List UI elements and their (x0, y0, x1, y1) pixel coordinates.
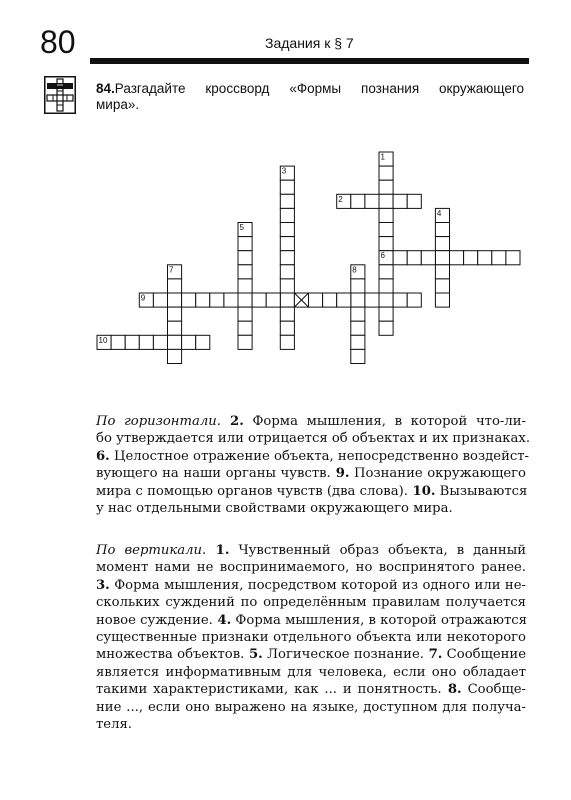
crossword-cell (379, 293, 393, 307)
crossword-cell (492, 251, 506, 265)
text-line (96, 716, 526, 733)
clue-number: 10 (98, 335, 108, 345)
crossword-cell (238, 237, 252, 251)
crossword-cell (379, 237, 393, 251)
text-line (96, 577, 526, 594)
crossword-cell (379, 307, 393, 321)
crossword-cell (280, 223, 294, 237)
text-line (96, 646, 526, 663)
clue-number: 7. (423, 647, 443, 663)
crossword-cell (280, 321, 294, 335)
crossword-cell (224, 293, 238, 307)
text-line (96, 629, 526, 646)
text-line (96, 542, 526, 559)
crossword-cell (407, 194, 421, 208)
crossword-cell (280, 208, 294, 222)
clue-number: 2. (220, 414, 244, 429)
crossword-cell (309, 293, 323, 307)
clues-across (96, 413, 531, 517)
crossword-cell (506, 251, 520, 265)
clues-down (96, 542, 526, 733)
clue-text: существенные признаки отдельного объекта или некоторого (96, 630, 526, 646)
clue-text: новое суждение. (96, 612, 213, 628)
crossword-cell (280, 237, 294, 251)
crossword-cell (379, 223, 393, 237)
crossword-cell (379, 279, 393, 293)
task-text-line2: мира». (96, 97, 140, 112)
crossword-cell (351, 307, 365, 321)
crossword-cell (238, 307, 252, 321)
crossword-cell (435, 279, 449, 293)
text-line (96, 699, 526, 716)
clues-header: По вертикали. (96, 543, 207, 558)
clue-text: Сообщение (442, 647, 527, 663)
crossword-cell (238, 335, 252, 349)
clue-number: 5. (244, 647, 263, 663)
clue-number: 1. (206, 543, 230, 558)
crossword-cell (365, 194, 379, 208)
crossword-cell (379, 180, 393, 194)
crossword-cell (435, 223, 449, 237)
clue-text: Форма мышления, посредством которой из одного или не- (109, 577, 526, 593)
clue-number: 2 (338, 194, 343, 204)
text-line (96, 681, 526, 698)
crossword-cell (280, 335, 294, 349)
clue-text: Сообще- (461, 682, 527, 698)
crossword-cell (435, 251, 449, 265)
clue-number: 9 (140, 293, 146, 303)
crossword-cell (407, 251, 421, 265)
crossword-cell (351, 335, 365, 349)
clue-text: вующего на наши органы чувств. (96, 466, 331, 482)
text-line (96, 465, 526, 482)
clue-number: 1 (380, 152, 385, 162)
crossword-cell (464, 251, 478, 265)
clue-number: 10. (407, 483, 436, 499)
task-text-line1: Разгадайте кроссворд «Формы познания окружающего (114, 81, 524, 96)
clue-number: 4 (436, 208, 442, 218)
clue-text: Форма мышления, в которой что-ли- (243, 414, 526, 429)
crossword-cell (280, 265, 294, 279)
crossword-cell (435, 237, 449, 251)
crossword-cell (153, 293, 167, 307)
clue-number: 8 (352, 265, 357, 275)
crossword-cell (351, 279, 365, 293)
crossword-cell (238, 265, 252, 279)
clue-text: Целостное отражение объекта, непосредственно воздейст- (109, 448, 530, 464)
clue-number: 7 (169, 265, 174, 275)
clue-text: мира с помощью органов чувств (два слова). (96, 483, 408, 499)
crossword-cell (196, 335, 210, 349)
crossword-cell (168, 293, 182, 307)
clue-text: момент нами не воспринимаемого, но воспринятого ранее. (96, 560, 526, 576)
crossword-cell (266, 293, 280, 307)
crossword-cell (168, 321, 182, 335)
crossword-cell (450, 251, 464, 265)
clue-number: 4. (212, 612, 232, 628)
page-number: 80 (40, 24, 76, 60)
crossword-cell (280, 251, 294, 265)
crossword-cell (407, 293, 421, 307)
crossword-cell (280, 194, 294, 208)
clue-text: ние ..., если оно выражено на языке, доступном для получа- (96, 699, 526, 715)
crossword-cell (351, 321, 365, 335)
clue-number: 3. (96, 577, 110, 593)
crossword-cell (379, 194, 393, 208)
clue-text: Вызываются (435, 483, 528, 499)
clue-text: у нас отдельными свойствами окружающего мира. (96, 501, 453, 517)
clue-number: 9. (330, 466, 350, 482)
crossword-cell (351, 349, 365, 363)
crossword-cell (196, 293, 210, 307)
crossword-cell (478, 251, 492, 265)
crossword-cell (351, 194, 365, 208)
text-line (96, 594, 526, 611)
clue-number: 6 (380, 251, 385, 261)
crossword-cell (323, 293, 337, 307)
text-line (96, 448, 530, 465)
crossword-cell (379, 265, 393, 279)
crossword-cell (435, 265, 449, 279)
crossword-cell (182, 335, 196, 349)
clue-text: множества объектов. (96, 647, 245, 663)
text-line (96, 430, 531, 447)
crossword-cell (238, 293, 252, 307)
task-number: 84. (96, 81, 115, 96)
crossword-cell (125, 335, 139, 349)
crossword-cell (153, 335, 167, 349)
crossword-cell (111, 335, 125, 349)
crossword-cell (379, 208, 393, 222)
crossword-cell (168, 335, 182, 349)
text-line (96, 500, 526, 517)
crossword-cell (393, 251, 407, 265)
crossword-cell (379, 321, 393, 335)
clue-number: 8. (441, 682, 462, 698)
text-line (96, 559, 526, 576)
clue-text: является информативным для человека, если оно обладает (96, 664, 526, 680)
text-line (96, 413, 526, 430)
crossword-cell (139, 335, 153, 349)
crossword-cell (337, 293, 351, 307)
crossword-cell (365, 293, 379, 307)
crossword-cell (182, 293, 196, 307)
crossword-cell (252, 293, 266, 307)
crossword-cell (238, 279, 252, 293)
crossword-cell (210, 293, 224, 307)
clue-text: Форма мышления, в которой отражаются (231, 612, 527, 628)
crossword-cell (238, 321, 252, 335)
crossword-cell (168, 307, 182, 321)
crossword-cell (280, 279, 294, 293)
crossword-cell (435, 293, 449, 307)
text-line (96, 612, 526, 629)
crossword-cell (280, 180, 294, 194)
clue-text: Познание окружающего (349, 466, 526, 482)
clue-text: такими характеристиками, как ... и понятность. (96, 682, 442, 698)
text-line (96, 483, 526, 500)
clue-text: Чувственный образ объекта, в данный (229, 543, 527, 558)
section-title: Задания к § 7 (265, 35, 354, 51)
clue-text: скольких суждений по определённым правилам получается (96, 595, 526, 611)
crossword-cell (351, 293, 365, 307)
crossword-cell (393, 293, 407, 307)
crossword-cell (168, 349, 182, 363)
crossword-cell (421, 251, 435, 265)
clue-number: 5 (239, 223, 244, 232)
clue-text: Логическое познание. (262, 647, 424, 663)
crossword-cell (280, 293, 294, 307)
clue-number: 3 (281, 166, 287, 176)
crossword-cell (379, 166, 393, 180)
clue-number: 6. (96, 448, 110, 464)
clues-header: По горизонтали. (96, 414, 221, 429)
clue-text: теля. (96, 717, 132, 733)
crossword-cell (168, 279, 182, 293)
text-line (96, 664, 526, 681)
crossword-cell (393, 194, 407, 208)
clue-text: бо утверждается или отрицается об объектах и их признаках. (96, 431, 531, 447)
crossword-cell (280, 307, 294, 321)
crossword-cell (238, 251, 252, 265)
